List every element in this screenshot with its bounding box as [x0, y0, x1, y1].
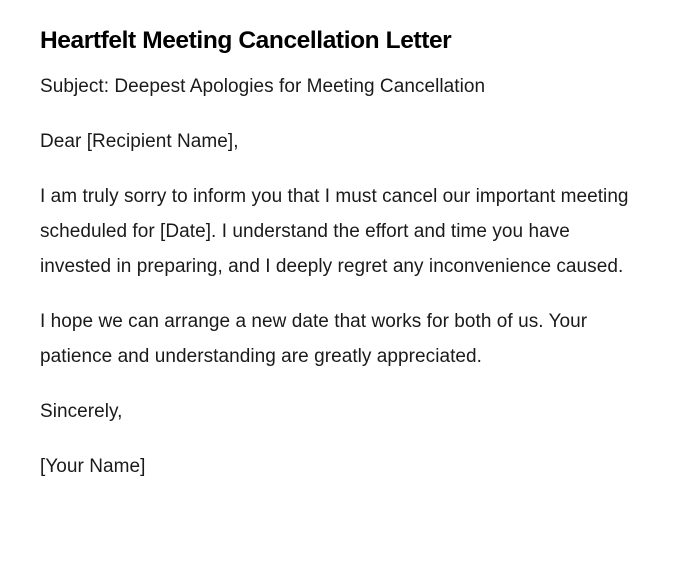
letter-closing: Sincerely,: [40, 401, 123, 422]
letter-salutation: Dear [Recipient Name],: [40, 131, 239, 152]
letter-signature: [Your Name]: [40, 456, 146, 477]
letter-body-paragraph-1: I am truly sorry to inform you that I must cancel our important meeting scheduled for [Date]. I understand the effort and time you have invested in preparing, and I deeply regret any inconvenience caused.: [40, 186, 629, 277]
letter-title: Heartfelt Meeting Cancellation Letter: [40, 27, 452, 54]
letter-subject: Subject: Deepest Apologies for Meeting Cancellation: [40, 76, 486, 97]
letter-body-paragraph-2: I hope we can arrange a new date that works for both of us. Your patience and understanding are greatly appreciated.: [40, 311, 588, 367]
